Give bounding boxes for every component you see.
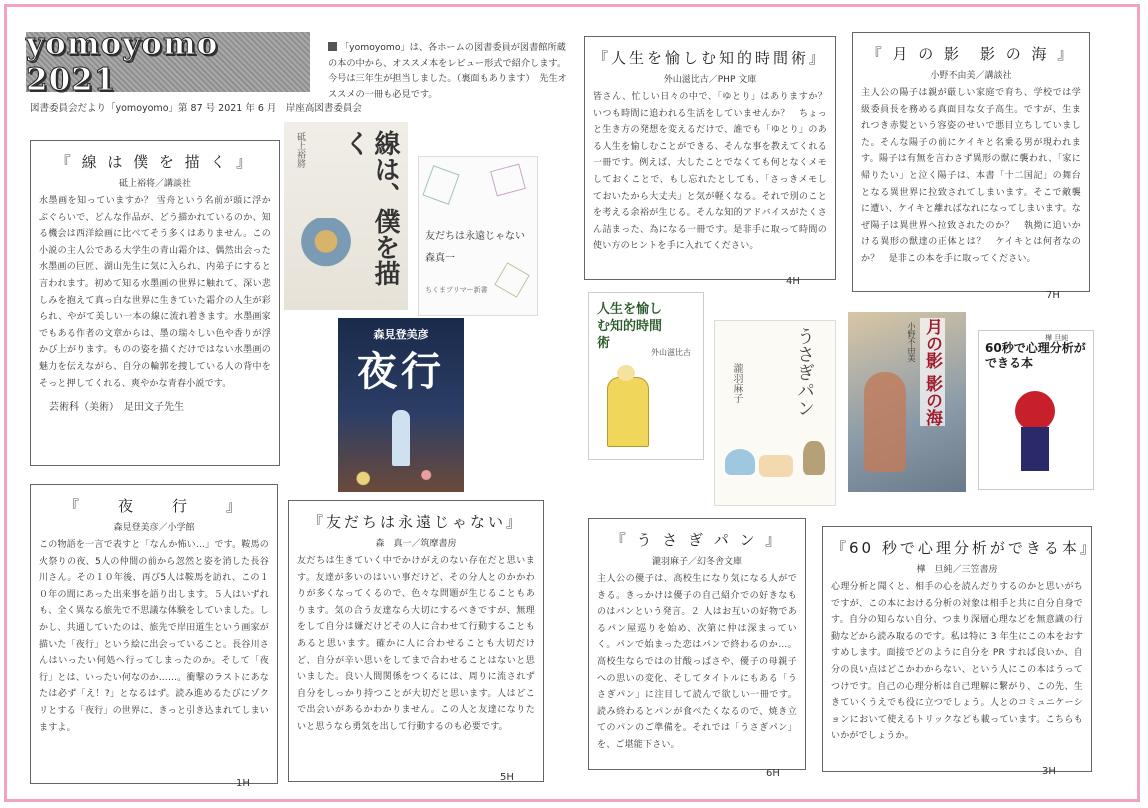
book-cover-shinri: 60秒で心理分析ができる本 樺 旦純	[978, 330, 1094, 490]
review-body: この物語を一言で表すと「なんか怖い…」です。鞍馬の火祭りの夜、5人の仲間の前から忽然と姿を消した長谷川さん。その１０年後、再び5人は鞍馬を訪れ、この１０年の間にあった出来事を語り出します。５人はいずれも、全く異なる旅先で不思議な体験をしていました。しかし、共通していたのは、旅先で岸田道生という画家が描いた「夜行」という絵に出会っていること。長谷川さんはいったい何処へ行ってしまったのか。そして「夜行」とは、いったい何なのか……。衝撃のラストにあなたは必ず「え！?」となるはず。読み進めるたびにゾクリとする「夜行」の世界に、きっと引き込まれてしまいますよ。	[39, 540, 270, 733]
review-recommender: 芸術科（美術） 足田文子先生	[49, 402, 184, 414]
cover-figure	[607, 377, 649, 447]
book-cover-yako: 森見登美彦 夜行	[338, 318, 464, 492]
book-cover-usagi: うさぎパン 瀧羽麻子	[714, 320, 836, 506]
review-body: 主人公の優子は、高校生になり気になる人ができる。きっかけは優子の自己紹介での好きなものはパンという発言。２ 人はお互いの好物であるパン屋巡りを始め、次第に仲は深まっていく。パンで始まった恋はパンで終わるのか…。高校生ならではの甘酸っぱさや、優子の母親子への思いの変化、そしてタイトルにもある「うさぎパン」に注目して読んで欲しい一冊です。読み終わるとパンが食べたくなるので、焼き立てのパンのご準備を。それでは「うさぎパン」を、ご堪能下さい。	[597, 574, 797, 750]
cover-teapot	[725, 449, 755, 475]
crystal-shape	[490, 164, 526, 197]
review-card-tomo	[288, 500, 544, 782]
review-card-tsuki	[852, 32, 1090, 292]
square-bullet-icon	[328, 42, 337, 51]
review-body: 心理分析と聞くと、相手の心を読んだりするのかと思いがちですが、この本における分析の対象は相手と共に自分自身です。自分の知らない自分、つまり深層心理などを無意識の行動などから読み取るのです。私は特に 3 年生にこの本をおすすめします。面接でどのように自分を PR すれば良いか、自分の良い点はどこかわからない、という人にこの本はうってつけです。自己の心理分析は自己理解に繋がり、この先、生きていくうえでも役に立つでしょう。人とのコミュニケーションにおいて使えるトリックなども載っています。こちらもいかがでしょうか。	[831, 582, 1083, 742]
review-author: 森 真一／筑摩書房	[375, 539, 457, 549]
hours-label: 1H	[236, 778, 250, 789]
cover-body	[1021, 427, 1049, 471]
review-title: 『 夜 行 』	[63, 497, 244, 515]
cover-house	[759, 455, 793, 477]
cover-figure-head	[617, 365, 635, 381]
review-card-sen	[30, 140, 280, 466]
review-title: 『 う さ ぎ パ ン 』	[610, 531, 784, 549]
cover-face	[1015, 391, 1055, 431]
hours-label: 3H	[1042, 766, 1056, 777]
hours-label: 7H	[1046, 290, 1060, 301]
masthead-logo: yomoyomo 2021	[26, 32, 310, 92]
book-cover-jinsei: 人生を愉しむ知的時間術 外山滋比古	[588, 292, 704, 460]
review-author: 瀧羽麻子／幻冬舎文庫	[651, 557, 742, 567]
review-body: 水墨画を知っていますか？ 雪舟という名前が頭に浮かぶぐらいで、どんな作品が、どう描かれているのか、知る機会は西洋絵画に比べてそう多くはありません。この小説の主人公である大学生の青山霜介は、偶然出会った水墨画の巨匠、湖山先生に気に入られ、内弟子にすると言われます。初めて知る水墨画の世界に触れて、深い悲しみを抱えて真っ白な世界に生きていた霜介の人生が彩られ、やがて美しい一本の線に流れ着きます。水墨画家でもある作者の文章からは、墨の瑞々しい色や香りが浮かび上がります。ものの姿を描くだけではない水墨画の魅力を伝えながら、自分の輪郭を捜している人の背中をそっと押してくれる、爽やかな青春小説です。	[39, 196, 271, 389]
crystal-shape	[422, 165, 459, 205]
review-title: 『 月 の 影 影 の 海 』	[866, 45, 1076, 63]
book-cover-sen: 線は、僕を描く 砥上裕將	[284, 122, 408, 310]
review-title: 『友だちは永遠じゃない』	[307, 513, 524, 531]
cover-illustration	[298, 218, 354, 296]
review-body: 皆さん、忙しい日々の中で、「ゆとり」はありますか？いつも時間に追われる生活をしていませんか？ ちょっと生き方の発想を変えるだけで、誰でも「ゆとり」のある人生を愉しむことができる、そんな事を教えてくれる一冊です。例えば、大したことでなくても何となくメモしておくことで、もし忘れたとしても、「さっきメモしておいたから大丈夫」と気が軽くなる。それで別のことを考える余裕が生じる。そんな知的アドバイスがたくさん詰まった、為になる一冊です。是非手に取って時間の使い方のヒントを手に入れてください。	[593, 92, 827, 252]
cover-figure	[864, 372, 906, 472]
hours-label: 5H	[500, 772, 514, 783]
review-card-jinsei	[584, 36, 836, 280]
review-card-usagi	[588, 518, 806, 770]
cover-rabbit	[803, 441, 825, 475]
hours-label: 6H	[766, 768, 780, 779]
book-cover-tomo: 友だちは永遠じゃない 森真一 ちくまプリマー新書	[418, 156, 538, 316]
hours-label: 4H	[786, 276, 800, 287]
review-card-shinri	[822, 526, 1098, 772]
review-title: 『60 秒で心理分析ができる本』	[831, 539, 1098, 557]
review-author: 樺 旦純／三笠書房	[916, 565, 998, 575]
cover-flowers	[338, 458, 464, 492]
intro-text: 「yomoyomo」は、各ホームの図書委員が図書館所蔵の本の中から、オススメ本をレビュー形式で紹介します。今号は三年生が担当しました。（裏面もあります） 先生オススメの一冊も必見です。	[328, 42, 567, 100]
crystal-shape	[494, 262, 530, 298]
book-cover-tsuki: 月の影 影の海 小野不由美	[848, 312, 966, 492]
review-author: 森見登美彦／小学館	[113, 523, 195, 533]
review-body: 主人公の陽子は親が厳しい家庭で育ち、学校では学級委員長を務める真面目な女子高生。ですが、生まれつき赤髪という容姿のせいで悪目立ちしていました。そんな陽子の前にケイキと名乗る男が現われます。陽子は有無を言わさず異形の獣に襲われ、「家に帰りたい」と泣く陽子は、本書「十二国記」の舞台となる異世界に拉致されてしまいます。そこで敵襲に遭い、ケイキと離ればなれになってしまいます。なぜ陽子は異世界へ拉致されたのか？ 執拗に追いかける異形の獣達の正体とは？ ケイキとは何者なのか？ 是非この本を手に取ってください。	[861, 88, 1081, 264]
review-author: 小野不由美／講談社	[930, 71, 1012, 81]
review-author: 砥上裕将／講談社	[118, 179, 191, 189]
review-card-yako	[30, 484, 278, 784]
review-title: 『 線 は 僕 を 描 く 』	[55, 153, 255, 171]
review-author: 外山滋比古／PHP 文庫	[663, 75, 757, 85]
review-body: 友だちは生きていく中でかけがえのない存在だと思います。友達が多いのはいい事だけど、その分人とのかかわりが多くなってくるので、色々な問題が生じることもあります。気の合う友達なら大切にするべきですが、無理をして自分は嫌だけどその人に合わせて行動することもあると思います。確かに人に合わせることも大切だけど、自分が辛い思いをしてまで合わせることはないと思いました。良い人間関係をつくるには、周りに流されず自分をしっかり持つことが大切だと思います。人はどこで出会いがあるかわかりません。この人と友達になりたいと思うなら勇気を出して行動するのも必要です。	[297, 556, 535, 732]
review-title: 『人生を愉しむ知的時間術』	[593, 49, 828, 67]
issue-line: 図書委員会だより「yomoyomo」第 87 号 2021 年 6 月 岸座高図書委員会	[30, 103, 362, 114]
